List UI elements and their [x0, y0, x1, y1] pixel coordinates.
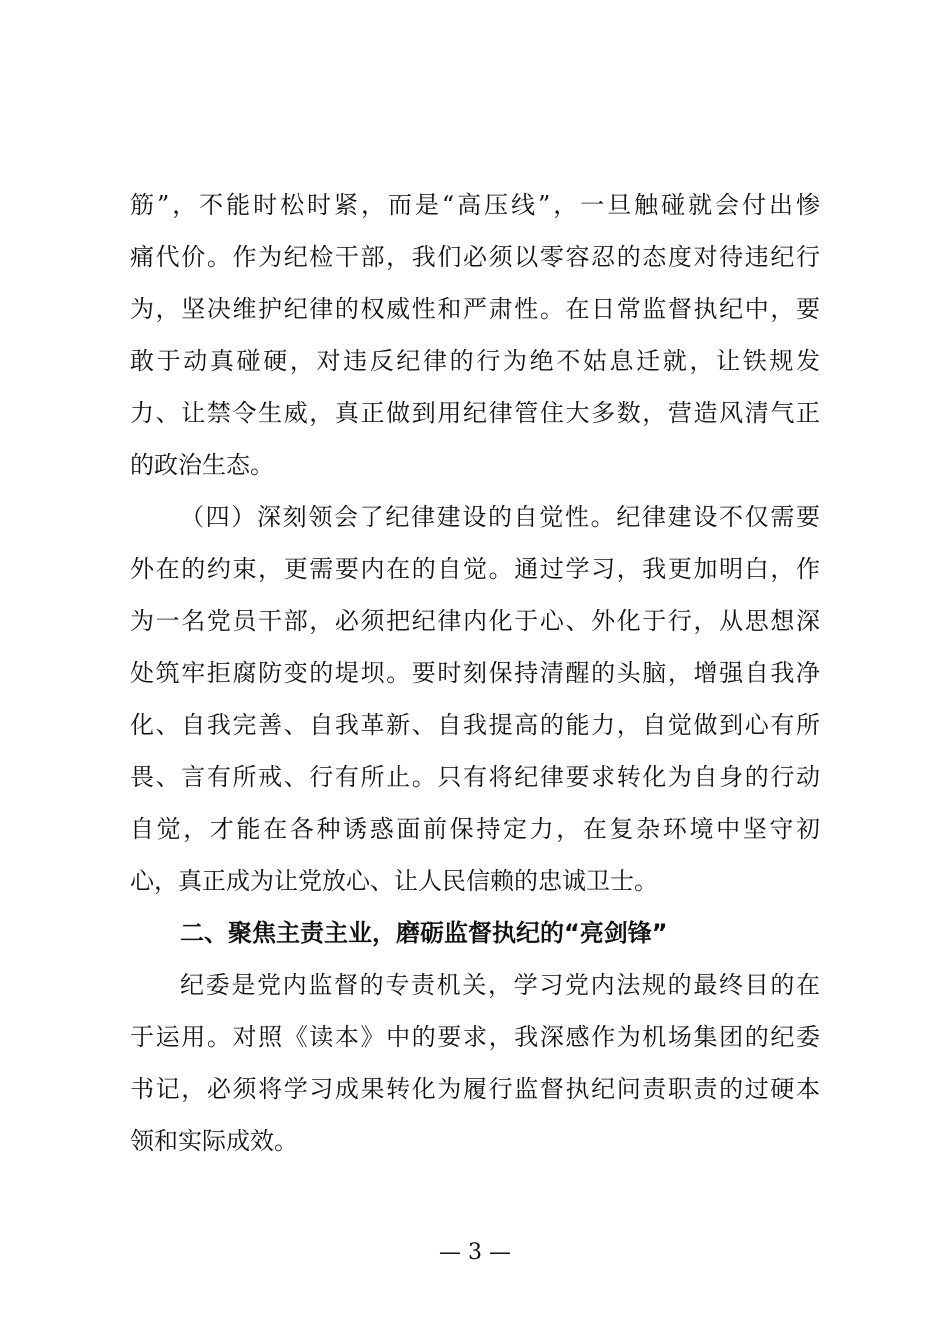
section-heading: 二、聚焦主责主业，磨砺监督执纪的“亮剑锋”: [180, 919, 668, 947]
paragraph-line: 书记，必须将学习成果转化为履行监督执纪问责职责的过硬本: [130, 1075, 820, 1103]
paragraph-line: 为一名党员干部，必须把纪律内化于心、外化于行，从思想深: [130, 607, 820, 635]
paragraph-line: 化、自我完善、自我革新、自我提高的能力，自觉做到心有所: [130, 711, 820, 739]
paragraph-line: （四）深刻领会了纪律建设的自觉性。纪律建设不仅需要: [180, 503, 820, 531]
paragraph-line: 敢于动真碰硬，对违反纪律的行为绝不姑息迁就，让铁规发: [130, 347, 820, 375]
page-number: — 3 —: [439, 1240, 511, 1265]
paragraph-line: 为，坚决维护纪律的权威性和严肃性。在日常监督执纪中，要: [130, 295, 820, 323]
paragraph-line: 处筑牢拒腐防变的堤坝。要时刻保持清醒的头脑，增强自我净: [130, 659, 820, 687]
paragraph-line: 于运用。对照《读本》中的要求，我深感作为机场集团的纪委: [130, 1023, 820, 1051]
paragraph-line: 外在的约束，更需要内在的自觉。通过学习，我更加明白，作: [130, 555, 820, 583]
paragraph-line: 的政治生态。: [130, 451, 274, 479]
paragraph-line: 力、让禁令生威，真正做到用纪律管住大多数，营造风清气正: [130, 399, 820, 427]
paragraph-line: 筋”，不能时松时紧，而是“高压线”，一旦触碰就会付出惨: [130, 191, 820, 219]
paragraph-line: 痛代价。作为纪检干部，我们必须以零容忍的态度对待违纪行: [130, 243, 820, 271]
paragraph-line: 纪委是党内监督的专责机关，学习党内法规的最终目的在: [180, 971, 820, 999]
paragraph-line: 自觉，才能在各种诱惑面前保持定力，在复杂环境中坚守初: [130, 815, 820, 843]
paragraph-line: 心，真正成为让党放心、让人民信赖的忠诚卫士。: [130, 867, 658, 895]
paragraph-line: 领和实际成效。: [130, 1127, 298, 1155]
paragraph-line: 畏、言有所戒、行有所止。只有将纪律要求转化为自身的行动: [130, 763, 820, 791]
